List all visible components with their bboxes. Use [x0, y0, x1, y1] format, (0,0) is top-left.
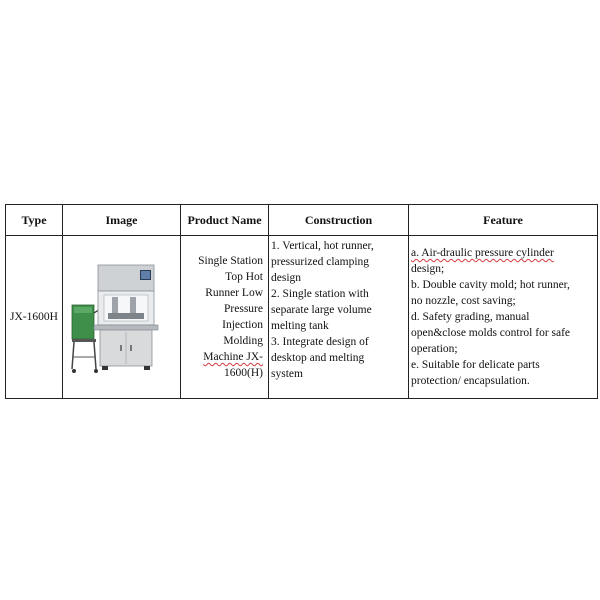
construction-line: separate large volume [271, 304, 372, 316]
product-name-line: 1600(H) [224, 367, 263, 379]
header-image: Image [63, 205, 181, 236]
product-name-line: Injection [222, 319, 263, 331]
feature-line: no nozzle, cost saving; [411, 295, 516, 307]
feature-line: open&close molds control for safe [411, 327, 571, 339]
header-product-name: Product Name [181, 205, 269, 236]
construction-line: 1. Vertical, hot runner, [271, 240, 374, 252]
construction-line: pressurized clamping [271, 256, 370, 268]
construction-line: 3. Integrate design of [271, 336, 369, 348]
injection-molding-machine-icon [68, 257, 176, 377]
type-cell: JX-1600H [6, 236, 63, 399]
construction-line: 2. Single station with [271, 288, 369, 300]
feature-cell [409, 236, 598, 399]
construction-line: design [271, 272, 302, 284]
feature-line: operation; [411, 343, 458, 355]
construction-line: system [271, 368, 303, 380]
construction-cell [269, 236, 409, 399]
product-name-line: Machine JX- [203, 351, 263, 363]
product-name-line: Single Station [198, 255, 263, 267]
product-name-line: Molding [223, 335, 263, 347]
feature-line: b. Double cavity mold; hot runner, [411, 279, 570, 291]
construction-line: melting tank [271, 320, 329, 332]
table-header-row [6, 205, 598, 236]
feature-line-text: a. Air-draulic pressure cylinder [411, 247, 554, 259]
product-spec-table [5, 204, 598, 399]
construction-line: desktop and melting [271, 352, 365, 364]
image-cell [63, 236, 181, 399]
product-name-cell [181, 236, 269, 399]
product-name-line: Top Hot [225, 271, 263, 283]
header-type: Type [6, 205, 63, 236]
header-feature: Feature [409, 205, 598, 236]
feature-line: design; [411, 263, 445, 275]
feature-line [411, 245, 595, 261]
feature-line: protection/ encapsulation. [411, 375, 530, 387]
feature-line: e. Suitable for delicate parts [411, 359, 540, 371]
product-name-line: Pressure [224, 303, 263, 315]
feature-line: d. Safety grading, manual [411, 311, 530, 323]
header-construction: Construction [269, 205, 409, 236]
product-name-line: Runner Low [205, 287, 263, 299]
table-row [6, 236, 598, 399]
